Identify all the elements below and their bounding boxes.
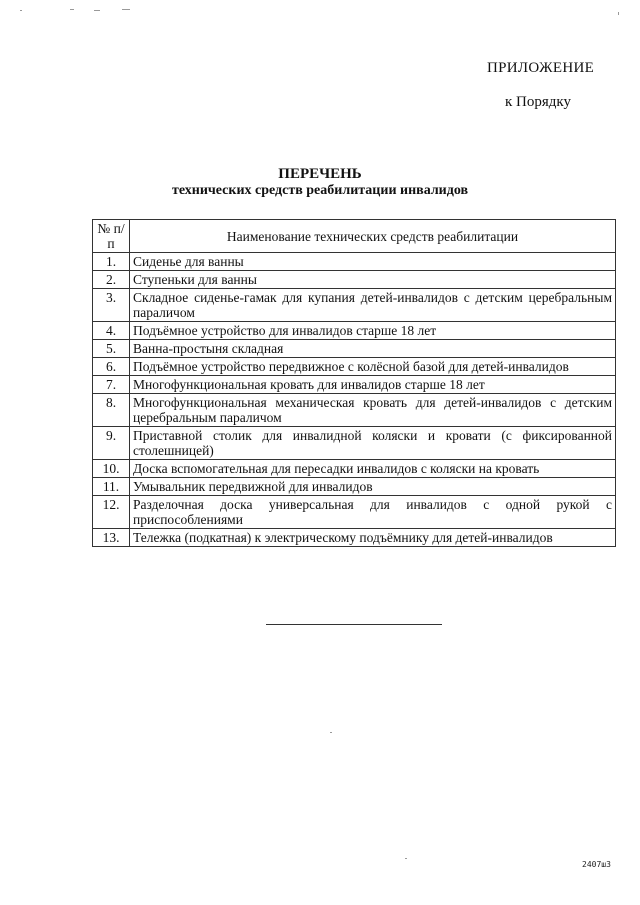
row-number: 6. <box>93 358 130 376</box>
table-row <box>93 376 616 394</box>
scan-speck <box>618 12 619 15</box>
table-row <box>93 460 616 478</box>
row-name: Подъёмное устройство для инвалидов старше 18 лет <box>130 322 616 340</box>
row-name: Ванна-простыня складная <box>130 340 616 358</box>
row-number: 12. <box>93 496 130 529</box>
row-number: 13. <box>93 529 130 547</box>
row-number: 9. <box>93 427 130 460</box>
row-name: Тележка (подкатная) к электрическому подъёмнику для детей-инвалидов <box>130 529 616 547</box>
table-row <box>93 322 616 340</box>
table-row <box>93 358 616 376</box>
row-number: 4. <box>93 322 130 340</box>
signature-line <box>266 624 442 625</box>
document-code: 2407ш3 <box>582 860 611 869</box>
table-row <box>93 427 616 460</box>
table-row <box>93 271 616 289</box>
table-row <box>93 496 616 529</box>
row-number: 11. <box>93 478 130 496</box>
row-name: Складное сиденье-гамак для купания детей-инвалидов с детским церебральным параличом <box>130 289 616 322</box>
row-name: Приставной столик для инвалидной коляски и кровати (с фиксированной столешницей) <box>130 427 616 460</box>
column-header-name: Наименование технических средств реабилитации <box>130 220 616 253</box>
row-number: 7. <box>93 376 130 394</box>
column-header-number: № п/п <box>93 220 130 253</box>
document-title: ПЕРЕЧЕНЬ <box>278 166 362 182</box>
document-subtitle: технических средств реабилитации инвалидов <box>171 183 469 198</box>
rehab-means-table <box>92 219 616 547</box>
table-row <box>93 394 616 427</box>
scan-speck <box>405 858 407 859</box>
row-number: 2. <box>93 271 130 289</box>
scan-speck <box>122 9 130 10</box>
row-number: 1. <box>93 253 130 271</box>
row-name: Сиденье для ванны <box>130 253 616 271</box>
row-number: 3. <box>93 289 130 322</box>
table-header-row <box>93 220 616 253</box>
appendix-reference: к Порядку <box>505 94 571 110</box>
scan-speck <box>94 10 100 11</box>
table-row <box>93 253 616 271</box>
row-name: Подъёмное устройство передвижное с колёсной базой для детей-инвалидов <box>130 358 616 376</box>
row-name: Многофункциональная механическая кровать для детей-инвалидов с детским церебральным параличом <box>130 394 616 427</box>
appendix-label: ПРИЛОЖЕНИЕ <box>487 60 595 76</box>
row-number: 5. <box>93 340 130 358</box>
table-row <box>93 289 616 322</box>
row-name: Доска вспомогательная для пересадки инвалидов с коляски на кровать <box>130 460 616 478</box>
row-number: 8. <box>93 394 130 427</box>
row-number: 10. <box>93 460 130 478</box>
row-name: Многофункциональная кровать для инвалидов старше 18 лет <box>130 376 616 394</box>
row-name: Ступеньки для ванны <box>130 271 616 289</box>
row-name: Разделочная доска универсальная для инвалидов с одной рукой с приспособлениями <box>130 496 616 529</box>
scan-speck <box>70 9 74 10</box>
row-name: Умывальник передвижной для инвалидов <box>130 478 616 496</box>
table-row <box>93 529 616 547</box>
table-row <box>93 340 616 358</box>
scan-speck <box>330 732 332 733</box>
scan-speck <box>20 10 22 11</box>
table-row <box>93 478 616 496</box>
